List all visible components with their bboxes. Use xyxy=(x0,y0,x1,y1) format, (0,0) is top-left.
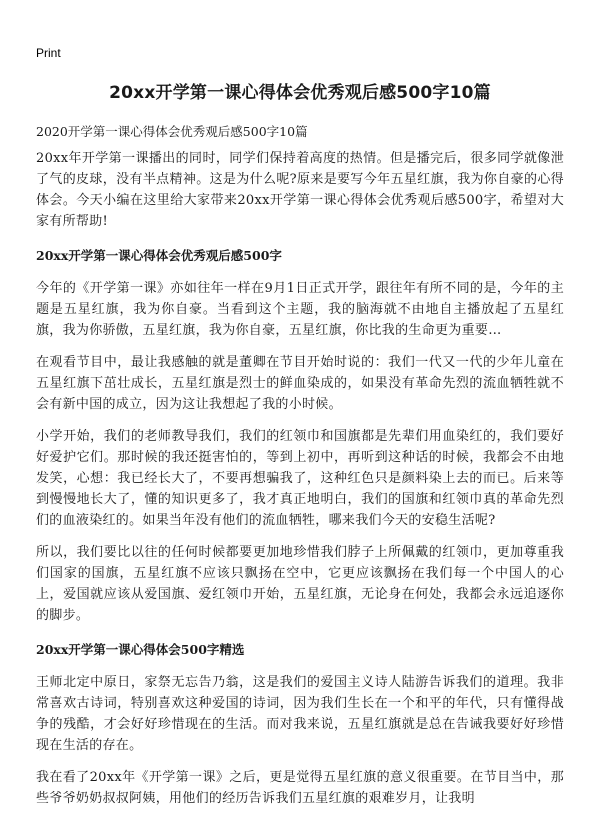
document-subtitle: 2020开学第一课心得体会优秀观后感500字10篇 xyxy=(36,124,308,139)
article-paragraph: 王师北定中原日，家祭无忘告乃翁，这是我们的爱国主义诗人陆游告诉我们的道理。我非常喜欢古诗词，特别喜欢这种爱国的诗词，因为我们生长在一个和平的年代，只有懂得战争的残酷，才会好好珍惜现在的生活。而对我来说，五星红旗就是总在告诫我要好好珍惜现在生活的存在。 xyxy=(36,675,564,753)
section-heading-2: 20xx开学第一课心得体会500字精选 xyxy=(36,642,245,657)
page-title: 20xx开学第一课心得体会优秀观后感500字10篇 xyxy=(109,83,491,103)
print-link[interactable]: Print xyxy=(36,46,61,60)
article-paragraph: 今年的《开学第一课》亦如往年一样在9月1日正式开学，跟往年有所不同的是，今年的主题是五星红旗，我为你自豪。当看到这个主题，我的脑海就不由地自主播放起了五星红旗，我为你骄傲，五星红旗，我为你自豪，五星红旗，你比我的生命更为重要… xyxy=(36,281,564,338)
article-paragraph: 在观看节目中，最让我感触的就是董卿在节目开始时说的：我们一代又一代的少年儿童在五星红旗下茁壮成长，五星红旗是烈士的鲜血染成的，如果没有革命先烈的流血牺牲就不会有新中国的成立，因为这让我想起了我的小时候。 xyxy=(36,355,564,412)
article-body xyxy=(36,148,564,820)
article-paragraph: 所以，我们要比以往的任何时候都要更加地珍惜我们脖子上所佩戴的红领巾，更加尊重我们国家的国旗，五星红旗不应该只飘扬在空中，它更应该飘扬在我们每一个中国人的心上，爱国就应该从爱国旗、爱红领巾开始，五星红旗，无论身在何处，我都会永远追逐你的脚步。 xyxy=(36,545,564,623)
intro-paragraph: 20xx年开学第一课播出的同时，同学们保持着高度的热情。但是播完后，很多同学就像泄了气的皮球，没有半点精神。这是为什么呢?原来是要写今年五星红旗，我为你自豪的心得体会。今天小编在这里给大家带来20xx开学第一课心得体会优秀观后感500字，希望对大家有所帮助! xyxy=(36,151,564,229)
article-paragraph: 小学开始，我们的老师教导我们，我们的红领巾和国旗都是先辈们用血染红的，我们要好好爱护它们。那时候的我还挺害怕的，等到上初中，再听到这种话的时候，我都会不由地发笑，心想：我已经长大了，不要再想骗我了，这种红色只是颜料染上去的而已。后来等到慢慢地长大了，懂的知识更多了，我才真正地明白，我们的国旗和红领巾真的革命先烈们的血液染红的。如果当年没有他们的流血牺牲，哪来我们今天的安稳生活呢? xyxy=(36,429,564,528)
article-paragraph: 我在看了20xx年《开学第一课》之后，更是觉得五星红旗的意义很重要。在节目当中，那些爷爷奶奶叔叔阿姨，用他们的经历告诉我们五星红旗的艰难岁月，让我明 xyxy=(36,770,564,806)
section-heading-1: 20xx开学第一课心得体会优秀观后感500字 xyxy=(36,248,282,263)
